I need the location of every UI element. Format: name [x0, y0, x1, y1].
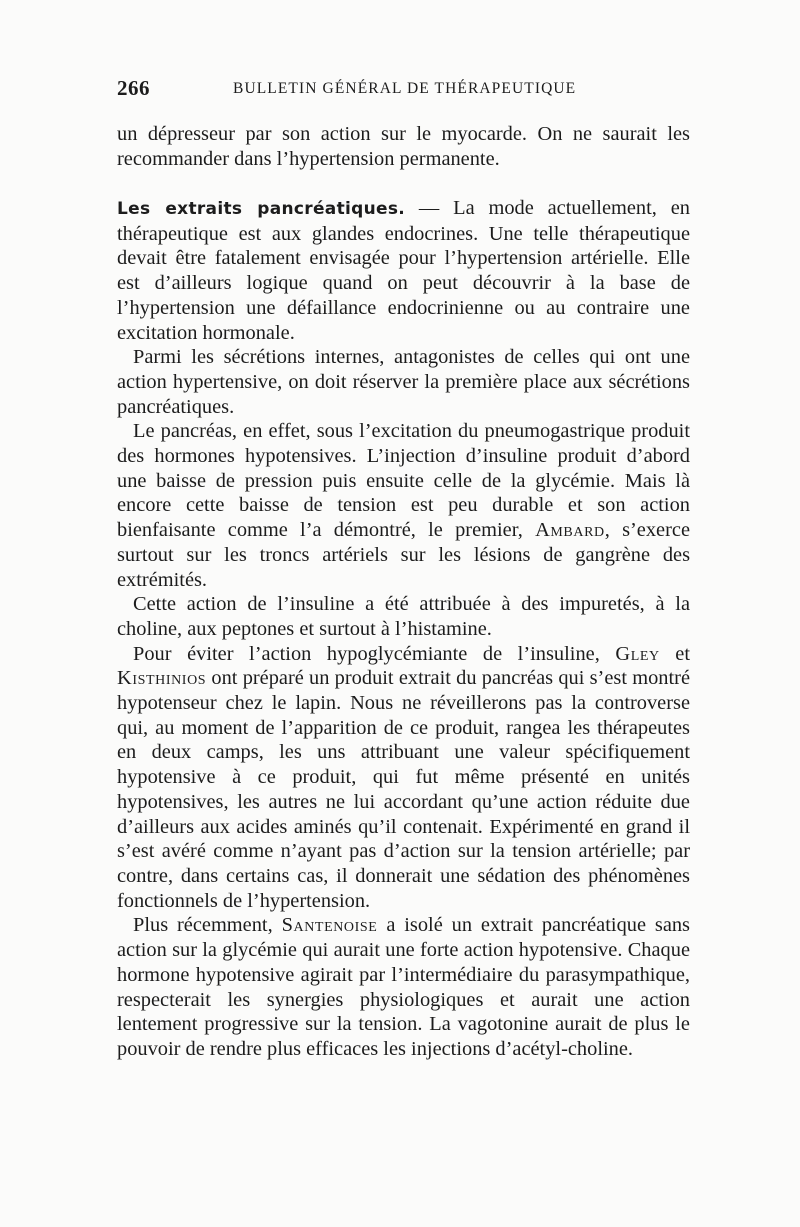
- running-title: BULLETIN GÉNÉRAL DE THÉRAPEUTIQUE: [233, 80, 577, 97]
- paragraph-insulin-impurities: Cette action de l’insuline a été attribuée à des impuretés, à la choline, aux peptones et surtout à l’histamine.: [117, 593, 690, 640]
- paragraph-text: Le pancréas, en effet, sous l’excitation du pneumogastrique produit des hormones hypotensives. L’injection d’insuline produit d’abord une baisse de pression puis ensuite celle de la glycémie. Mais là encore cette baisse de tension est peu durable et son action bienfaisante comme l’a démontré, le premier,: [117, 420, 690, 542]
- author-name: Gley: [615, 642, 660, 665]
- paragraph-text: a isolé un extrait pancréatique sans action sur la glycémie qui aurait une forte action hypotensive. Chaque hormone hypotensive agirait par l’intermédiaire du parasympathique, respecterait les synergies physiologiques et aurait une action lentement progressive sur la tension. La vagotonine aurait de plus le pouvoir de rendre plus efficaces les injections d’acétyl-choline.: [117, 914, 690, 1060]
- paragraph-text: Pour éviter l’action hypoglycémiante de l’insuline,: [133, 642, 616, 665]
- text-block-section: [117, 196, 690, 1062]
- section-title: Les extraits pancréatiques.: [117, 199, 406, 219]
- paragraph-continuation: un dépresseur par son action sur le myocarde. On ne saurait les recommander dans l’hypertension permanente.: [117, 123, 690, 170]
- author-name: Ambard: [535, 519, 605, 542]
- paragraph-santenoise: [117, 913, 690, 1061]
- text-block-continuation: [117, 122, 690, 171]
- paragraph-text: ont préparé un produit extrait du pancréas qui s’est montré hypotenseur chez le lapin. Nous ne réveillerons pas la controverse qui, au moment de l’apparition de ce produit, rangea les thérapeutes en deux camps, les uns attribuant une valeur spécifiquement hypotensive à ce produit, qui fut même présenté en unités hypotensives, les autres ne lui accordant qu’une action réduite due d’ailleurs aux acides aminés qu’il contenait. Expérimenté en grand il s’est avéré comme n’ayant pas d’action sur la tension artérielle; par contre, dans certains cas, il donnerait une sédation des phénomènes fonctionnels de l’hypertension.: [117, 667, 690, 912]
- author-name: Santenoise: [281, 914, 378, 937]
- paragraph-section-intro: [117, 196, 690, 345]
- author-name: Kisthinios: [117, 667, 207, 690]
- section-intro-text: — La mode actuellement, en thérapeutique est aux glandes endocrines. Une telle thérapeutique devait être fatalement envisagée pour l’hypertension artérielle. Elle est d’ailleurs logique quand on peut découvrir à la base de l’hypertension une défaillance endocrinienne ou au contraire une excitation hormonale.: [117, 197, 690, 344]
- page-header: [117, 76, 687, 106]
- paragraph-text: et: [659, 642, 690, 665]
- paragraph-text: Plus récemment,: [133, 914, 282, 937]
- paragraph-pancreas: [117, 419, 690, 592]
- page-number: 266: [117, 76, 150, 100]
- paragraph-internal-secretions: Parmi les sécrétions internes, antagonistes de celles qui ont une action hypertensive, on doit réserver la première place aux sécrétions pancréatiques.: [117, 346, 690, 418]
- paragraph-text: , s’exerce surtout sur les troncs artériels sur les lésions de gangrène des extrémités.: [117, 519, 690, 591]
- paragraph-hypoglycemia: [117, 642, 690, 914]
